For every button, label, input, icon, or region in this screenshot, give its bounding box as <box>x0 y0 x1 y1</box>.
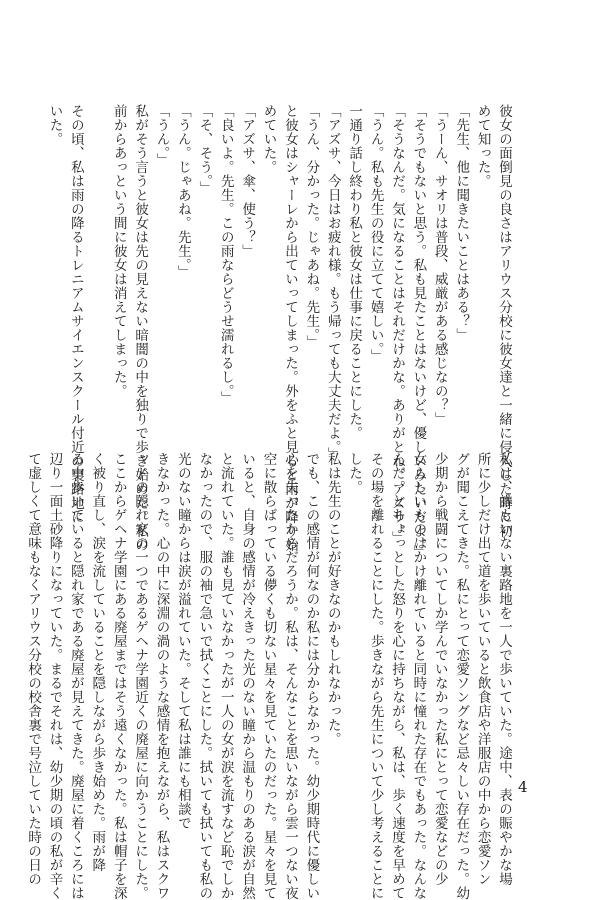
text-line: 辺り一面土砂降りになっていた。まるでそれは、幼少期の頃の私が辛く <box>46 452 63 900</box>
text-line: と彼女はシャーレから出ていってしまった。外をふと見ると雨が降り始 <box>281 104 298 552</box>
text-line: 彼女の面倒見の良さはアリウス分校に彼女達と一緒に侵入した時に初 <box>496 104 512 538</box>
text-line: 私は、誰もいない裏路地を一人で歩いていた。途中、表の賑やかな場 <box>496 452 512 886</box>
text-line: その頃、私は雨の降るトレニアムサイエンスクール付近の裏路地に <box>67 104 84 524</box>
text-line: と流れていた。誰も見ていなかったが一人の女が涙を流すなど恥でしか <box>217 452 234 900</box>
text-line <box>86 104 107 434</box>
text-line: きなかった。心の中に深淵の渦のような感情を抱えながら、私はスクワ <box>153 452 170 900</box>
text-line: 「うん、分かった。じゃあね。先生。」 <box>303 104 320 350</box>
text-line: 一通り話し終わり私と彼女は仕事に戻ることにした。 <box>346 104 363 440</box>
text-line: て虚しくて意味もなくアリウス分校の校舎裏で号泣していた時の日の <box>25 452 42 886</box>
text-line: いると、自身の感情が冷えきった光のない瞳から温もりのある涙が自然 <box>239 452 256 900</box>
text-line: 前からあっという間に彼女は消えてしまった。 <box>110 104 127 398</box>
page-number: 4 <box>518 778 528 796</box>
text-line: 「そうなんだ。気になることはそれだけかな。ありがとね。アズサ。」 <box>388 104 405 546</box>
text-line: 少期から戦闘についてしか学んでいなかった私にとって恋愛などの少 <box>431 452 448 886</box>
lower-text-block <box>25 452 514 900</box>
text-line: 「そうでもないと思う。私も見たことはないけど、優しいみたいだよ。」 <box>410 104 427 560</box>
text-line: 空に散らばっている儚くも切ない星々を見ていたのだった。星々を見て <box>260 452 277 900</box>
text-line: なかったので、服の袖で急いで拭くことにした。拭いても拭いても私の <box>196 452 213 900</box>
text-line: めていた。 <box>260 104 277 174</box>
text-line: 「うん。じゃあね。先生。」 <box>174 104 191 280</box>
text-line: でも、この感情が何なのか私には分からなかった。幼少期時代に優しい <box>303 452 320 900</box>
text-line: 心を失ったからだろうか。私は、そんなことを思いながら雲一つない夜 <box>281 452 298 900</box>
text-line: 「良いよ。先生。この雨ならどうせ濡れるし。」 <box>217 104 234 406</box>
text-line: その場を離れることにした。歩きながら先生について少し考えることに <box>367 452 384 900</box>
text-line: 所に少しだけ出て道を歩いていると飲食店や洋服店の中から恋愛ソン <box>474 452 491 886</box>
text-line: いた。 <box>46 104 63 146</box>
text-line: ここからゲヘナ学園にある廃屋まではそう遠くなかった。私は帽子を深 <box>110 452 127 900</box>
upper-text-block <box>46 104 514 560</box>
text-line: 私がそう言うと彼女は先の見えない暗闇の中を独りで歩き始めた。私の <box>132 104 149 552</box>
text-line: 「そ、そう。」 <box>196 104 213 196</box>
text-line: 「うーん、サオリは普段、威厳がある感じなの？」 <box>431 104 448 426</box>
text-line: 「うん。」 <box>153 104 170 168</box>
text-line: 女らしいものはかけ離れていると同時に憧れた存在でもあった。なんな <box>410 452 427 900</box>
text-line: 「アズサ、傘、使う？」 <box>239 104 256 258</box>
text-line: 「うん。私も先生の役に立てて嬉しい。」 <box>367 104 384 364</box>
text-line: る中歩いていると隠れ家である廃屋が見えてきた。廃屋に着くころには <box>67 452 84 900</box>
text-line: 私は先生のことが好きなのかもしれなかった。 <box>324 452 341 746</box>
text-line: 光のない瞳からは涙が溢れていた。そして私は誰にも相談で <box>174 452 191 830</box>
text-line: 「アズサ、今日はお疲れ様。もう帰っても大丈夫だよ。」 <box>324 104 341 462</box>
text-line: めて知った。 <box>474 104 491 188</box>
text-line: んだ。とちょっとした怒りを心に持ちながら、私は、歩く速度を早めて <box>388 452 405 900</box>
text-line: ッドの隠れ家の一つであるゲヘナ学園近くの廃屋に向かうことにした。 <box>132 452 149 900</box>
text-line: した。 <box>346 452 363 494</box>
text-line: く被り直し、涙を流していることを隠しながら歩き始めた。雨が降 <box>89 452 106 872</box>
text-line: 「先生、他に聞きたいことはある？」 <box>453 104 470 342</box>
text-line: グが聞こえてきた。私にとって恋愛ソングなど忌々しい存在だった。幼 <box>453 452 470 900</box>
